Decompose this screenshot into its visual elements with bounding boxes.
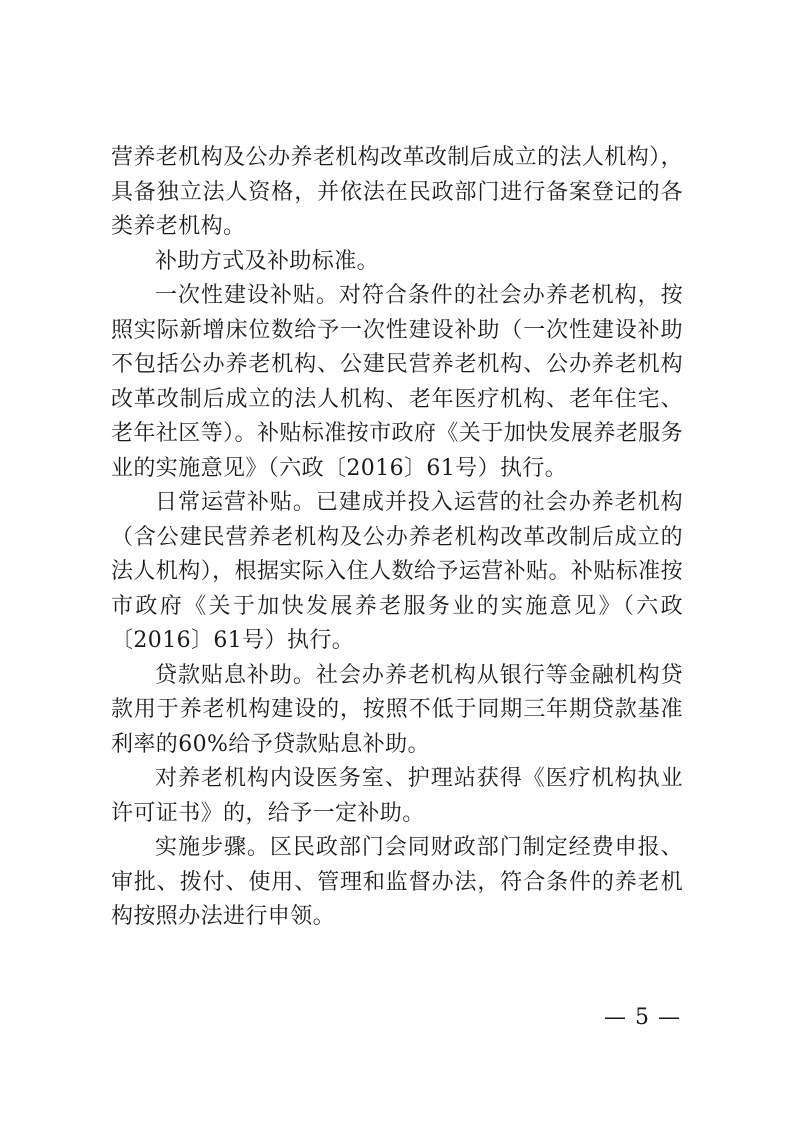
paragraph-6: 对养老机构内设医务室、护理站获得《医疗机构执业许可证书》的，给予一定补助。 <box>111 766 683 826</box>
document-body <box>111 141 683 935</box>
paragraph-2: 补助方式及补助标准。 <box>155 248 380 274</box>
page-number: — 5 — <box>604 1005 681 1030</box>
paragraph-3: 一次性建设补贴。对符合条件的社会办养老机构，按照实际新增床位数给予一次性建设补助（一次性建设补助不包括公办养老机构、公建民营养老机构、公办养老机构改革改制后成立的法人机构、老年医疗机构、老年住宅、老年社区等）。补贴标准按市政府《关于加快发展养老服务业的实施意见》（六政〔2016〕61号）执行。 <box>111 283 683 481</box>
paragraph-1: 营养老机构及公办养老机构改革改制后成立的法人机构），具备独立法人资格，并依法在民政部门进行备案登记的各类养老机构。 <box>111 145 683 239</box>
paragraph-5: 贷款贴息补助。社会办养老机构从银行等金融机构贷款用于养老机构建设的，按照不低于同期三年期贷款基准利率的60%给予贷款贴息补助。 <box>111 662 683 757</box>
paragraph-7: 实施步骤。区民政部门会同财政部门制定经费申报、审批、拨付、使用、管理和监督办法，符合条件的养老机构按照办法进行申领。 <box>111 835 683 929</box>
paragraph-4: 日常运营补贴。已建成并投入运营的社会办养老机构（含公建民营养老机构及公办养老机构改革改制后成立的法人机构），根据实际入住人数给予运营补贴。补贴标准按市政府《关于加快发展养老服务业的实施意见》（六政〔2016〕61号）执行。 <box>111 490 683 653</box>
